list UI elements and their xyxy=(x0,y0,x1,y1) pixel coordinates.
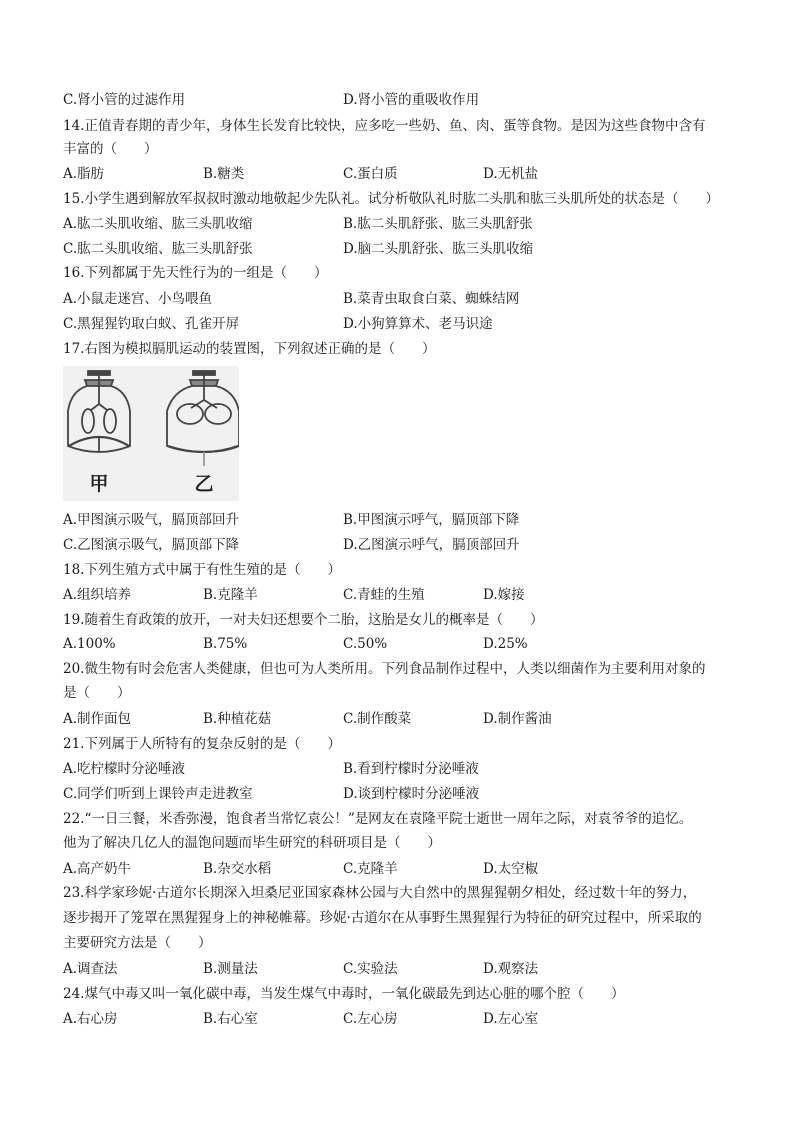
q22-stem-line2: 他为了解决几亿人的温饱问题而毕生研究的科研项目是（ ） xyxy=(63,835,441,851)
q19-option-a: A.100% xyxy=(63,636,116,652)
q23-stem-line1: 23.科学家珍妮·古道尔长期深入坦桑尼亚国家森林公园与大自然中的黑猩猩朝夕相处，经过数十年的努力， xyxy=(63,885,697,901)
q23-stem-line3: 主要研究方法是（ ） xyxy=(63,935,212,951)
q14-option-d: D.无机盐 xyxy=(483,166,539,182)
q14-option-a: A.脂肪 xyxy=(63,166,105,182)
q15-option-c: C.肱二头肌收缩、肱三头肌舒张 xyxy=(63,241,253,257)
q23-option-d: D.观察法 xyxy=(483,961,539,977)
q13-option-c: C.肾小管的过滤作用 xyxy=(63,92,186,108)
q22-stem-line1: 22.“一日三餐，米香弥漫，饱食者当常忆袁公！”是网友在袁隆平院士逝世一周年之际，对袁爷爷的追忆。 xyxy=(63,811,693,827)
q24-option-a: A.右心房 xyxy=(63,1011,118,1027)
q14-stem-line1: 14.正值青春期的青少年，身体生长发育比较快，应多吃一些奶、鱼、肉、蛋等食物。是因为这些食物中含有 xyxy=(63,118,706,134)
diaphragm-model-figure xyxy=(63,366,239,501)
q24-stem: 24.煤气中毒又叫一氧化碳中毒，当发生煤气中毒时，一氧化碳最先到达心脏的哪个腔（ ） xyxy=(63,986,625,1002)
q19-option-c: C.50% xyxy=(343,636,388,652)
q21-option-c: C.同学们听到上课铃声走进教室 xyxy=(63,786,253,802)
q17-option-d: D.乙图演示呼气，膈顶部回升 xyxy=(343,537,520,553)
q16-option-b: B.菜青虫取食白菜、蜘蛛结网 xyxy=(343,291,520,307)
q21-option-d: D.谈到柠檬时分泌唾液 xyxy=(343,786,480,802)
q19-stem: 19.随着生育政策的放开，一对夫妇还想要个二胎，这胎是女儿的概率是（ ） xyxy=(63,612,544,628)
q15-stem: 15.小学生遇到解放军叔叔时激动地敬起少先队礼。试分析敬队礼时肱二头肌和肱三头肌所处的状态是（ ） xyxy=(63,191,719,207)
q18-option-b: B.克隆羊 xyxy=(203,587,258,603)
q15-option-a: A.肱二头肌收缩、肱三头肌收缩 xyxy=(63,216,253,232)
jar-yi-tube xyxy=(193,371,215,375)
q23-option-c: C.实验法 xyxy=(343,961,398,977)
q14-option-c: C.蛋白质 xyxy=(343,166,398,182)
q17-stem: 17.右图为模拟膈肌运动的装置图，下列叙述正确的是（ ） xyxy=(63,341,436,357)
q20-stem-line1: 20.微生物有时会危害人类健康，但也可为人类所用。下列食品制作过程中，人类以细菌作为主要利用对象的 xyxy=(63,661,706,677)
q23-stem-line2: 逐步揭开了笼罩在黑猩猩身上的神秘帷幕。珍妮·古道尔在从事野生黑猩猩行为特征的研究过程中，所采取的 xyxy=(63,910,702,926)
q16-option-a: A.小鼠走迷宫、小鸟喂鱼 xyxy=(63,291,213,307)
q24-option-d: D.左心室 xyxy=(483,1011,539,1027)
q14-option-b: B.糖类 xyxy=(203,166,245,182)
q24-option-b: B.右心室 xyxy=(203,1011,258,1027)
q20-option-b: B.种植花菇 xyxy=(203,711,272,727)
figure-label-yi: 乙 xyxy=(194,473,214,495)
q22-option-c: C.克隆羊 xyxy=(343,861,398,877)
q17-option-a: A.甲图演示吸气，膈顶部回升 xyxy=(63,512,240,528)
q18-option-c: C.青蛙的生殖 xyxy=(343,587,425,603)
q19-option-d: D.25% xyxy=(483,636,528,652)
q22-option-a: A.高产奶牛 xyxy=(63,861,132,877)
q18-option-d: D.嫁接 xyxy=(483,587,525,603)
q20-option-d: D.制作酱油 xyxy=(483,711,552,727)
q23-option-a: A.调查法 xyxy=(63,961,118,977)
q19-option-b: B.75% xyxy=(203,636,248,652)
q22-option-b: B.杂交水稻 xyxy=(203,861,272,877)
jar-jia-tube xyxy=(88,371,110,375)
q23-option-b: B.测量法 xyxy=(203,961,258,977)
q24-option-c: C.左心房 xyxy=(343,1011,398,1027)
q16-option-c: C.黑猩猩钓取白蚁、孔雀开屏 xyxy=(63,316,240,332)
q16-option-d: D.小狗算算术、老马识途 xyxy=(343,316,493,332)
q15-option-d: D.脑二头肌舒张、肱三头肌收缩 xyxy=(343,241,534,257)
q14-stem-line2: 丰富的（ ） xyxy=(63,141,158,157)
q17-option-c: C.乙图演示吸气，膈顶部下降 xyxy=(63,537,240,553)
q21-option-b: B.看到柠檬时分泌唾液 xyxy=(343,761,479,777)
q17-option-b: B.甲图演示呼气，膈顶部下降 xyxy=(343,512,520,528)
q22-option-d: D.太空椒 xyxy=(483,861,539,877)
q15-option-b: B.肱二头肌舒张、肱三头肌舒张 xyxy=(343,216,533,232)
q18-option-a: A.组织培养 xyxy=(63,587,132,603)
q20-option-c: C.制作酸菜 xyxy=(343,711,412,727)
q18-stem: 18.下列生殖方式中属于有性生殖的是（ ） xyxy=(63,562,341,578)
q13-option-d: D.肾小管的重吸收作用 xyxy=(343,92,480,108)
q20-stem-line2: 是（ ） xyxy=(63,685,131,701)
q20-option-a: A.制作面包 xyxy=(63,711,132,727)
q21-stem: 21.下列属于人所特有的复杂反射的是（ ） xyxy=(63,736,341,752)
figure-label-jia: 甲 xyxy=(89,473,109,495)
q16-stem: 16.下列都属于先天性行为的一组是（ ） xyxy=(63,265,328,281)
q21-option-a: A.吃柠檬时分泌唾液 xyxy=(63,761,186,777)
